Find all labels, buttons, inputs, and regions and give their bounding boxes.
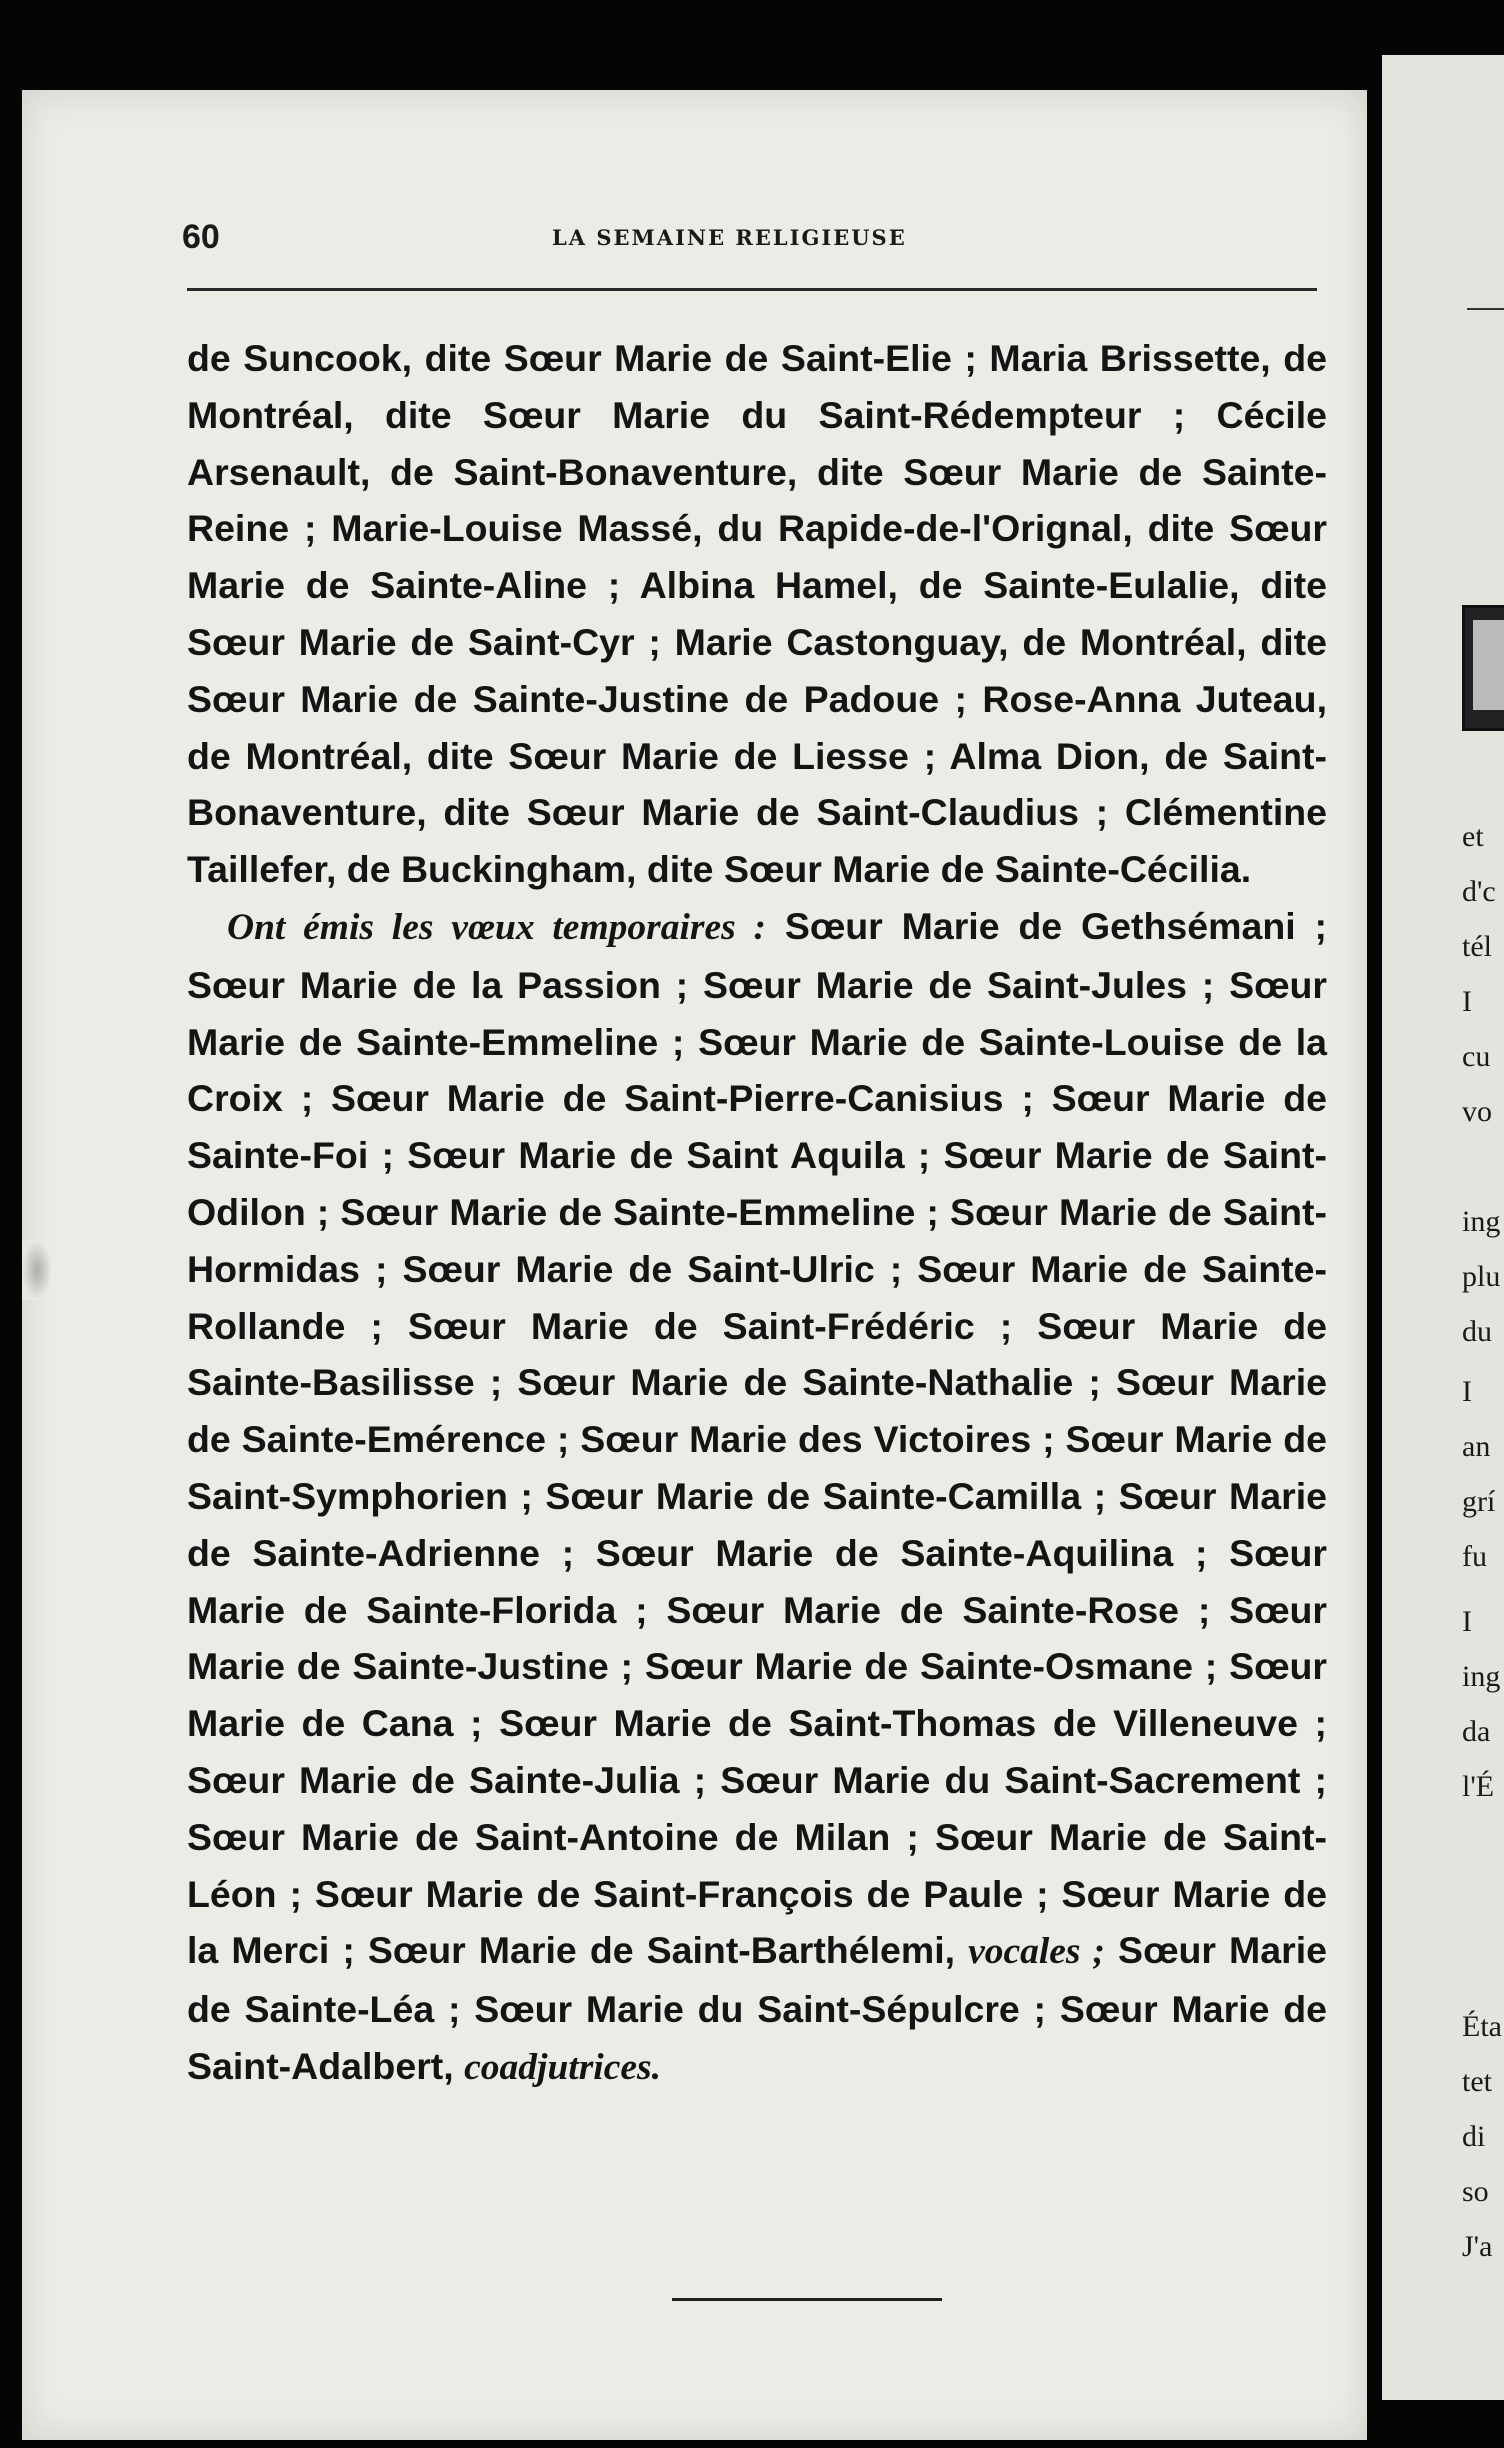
right-fragment: cu <box>1462 1040 1491 1073</box>
paragraph-professions: de Suncook, dite Sœur Marie de Saint-Elie ; Maria Brissette, de Montréal, dite Sœur Marie du Saint-Rédempteur ; Cécile Arsenault, de Saint-Bonaventure, dite Sœur Marie de Sainte-Reine ; Marie-Louise Massé, du Rapide-de-l'Orignal, dite Sœur Marie de Sainte-Aline ; Albina Hamel, de Sainte-Eulalie, dite Sœur Marie de Saint-Cyr ; Marie Castonguay, de Montréal, dite Sœur Marie de Sainte-Justine de Padoue ; Rose-Anna Juteau, de Montréal, dite Sœur Marie de Liesse ; Alma Dion, de Saint-Bonaventure, dite Sœur Marie de Saint-Claudius ; Clémentine Taillefer, de Buckingham, dite Sœur Marie de Sainte-Cécilia. <box>187 337 1327 891</box>
right-fragment: I <box>1462 985 1472 1018</box>
right-fragment: d'c <box>1462 875 1496 908</box>
right-page-rule <box>1467 308 1504 310</box>
right-fragment: di <box>1462 2120 1486 2153</box>
right-fragment: so <box>1462 2175 1489 2208</box>
italic-vocales: vocales ; <box>968 1931 1106 1973</box>
right-fragment: tél <box>1462 930 1492 963</box>
right-fragment: an <box>1462 1430 1491 1463</box>
right-fragment: ing <box>1462 1660 1501 1693</box>
right-fragment: tet <box>1462 2065 1492 2098</box>
right-fragment: fu <box>1462 1540 1487 1573</box>
right-fragment: ing <box>1462 1205 1501 1238</box>
right-fragment: da <box>1462 1715 1491 1748</box>
paragraph-temporary-vows <box>187 898 1327 2097</box>
right-fragment: I <box>1462 1375 1472 1408</box>
body-text <box>187 330 1327 2097</box>
right-fragment: Éta <box>1462 2010 1502 2043</box>
page-smudge <box>22 1240 52 1300</box>
running-head: LA SEMAINE RELIGIEUSE <box>552 225 907 250</box>
right-fragment: l'É <box>1462 1770 1495 1803</box>
right-fragment: plu <box>1462 1260 1501 1293</box>
end-rule <box>672 2298 942 2301</box>
ornamental-initial-inner <box>1473 620 1504 710</box>
right-fragment: et <box>1462 820 1484 853</box>
ornamental-initial <box>1462 605 1504 731</box>
right-page-fragment <box>1382 55 1504 2400</box>
right-fragment: I <box>1462 1605 1472 1638</box>
left-page <box>22 90 1367 2440</box>
right-fragment: J'a <box>1462 2230 1493 2263</box>
page-number: 60 <box>182 218 220 256</box>
italic-lead: Ont émis les vœux temporaires : <box>227 906 766 948</box>
vows-list-tail: Sœur Marie de Sainte-Léa ; Sœur Marie du Saint-Sépulcre ; Sœur Marie de Saint-Adalbert, <box>187 1929 1327 2087</box>
right-fragment: grí <box>1462 1485 1496 1518</box>
header-rule <box>187 288 1317 291</box>
right-fragment: du <box>1462 1315 1492 1348</box>
italic-coadjutrices: coadjutrices. <box>464 2046 661 2088</box>
right-fragment: vo <box>1462 1095 1492 1128</box>
vows-list: Sœur Marie de Gethsémani ; Sœur Marie de la Passion ; Sœur Marie de Saint-Jules ; Sœur Marie de Sainte-Emmeline ; Sœur Marie de Sainte-Louise de la Croix ; Sœur Marie de Saint-Pierre-Canisius ; Sœur Marie de Sainte-Foi ; Sœur Marie de Saint Aquila ; Sœur Marie de Saint-Odilon ; Sœur Marie de Sainte-Emmeline ; Sœur Marie de Saint-Hormidas ; Sœur Marie de Saint-Ulric ; Sœur Marie de Sainte-Rollande ; Sœur Marie de Saint-Frédéric ; Sœur Marie de Sainte-Basilisse ; Sœur Marie de Sainte-Nathalie ; Sœur Marie de Sainte-Emérence ; Sœur Marie des Victoires ; Sœur Marie de Saint-Symphorien ; Sœur Marie de Sainte-Camilla ; Sœur Marie de Sainte-Adrienne ; Sœur Marie de Sainte-Aquilina ; Sœur Marie de Sainte-Florida ; Sœur Marie de Sainte-Rose ; Sœur Marie de Sainte-Justine ; Sœur Marie de Sainte-Osmane ; Sœur Marie de Cana ; Sœur Marie de Saint-Thomas de Villeneuve ; Sœur Marie de Sainte-Julia ; Sœur Marie du Saint-Sacrement ; Sœur Marie de Saint-Antoine de Milan ; Sœur Marie de Saint-Léon ; Sœur Marie de Saint-François de Paule ; Sœur Marie de la Merci ; Sœur Marie de Saint-Barthélemi, <box>187 904 1327 1972</box>
